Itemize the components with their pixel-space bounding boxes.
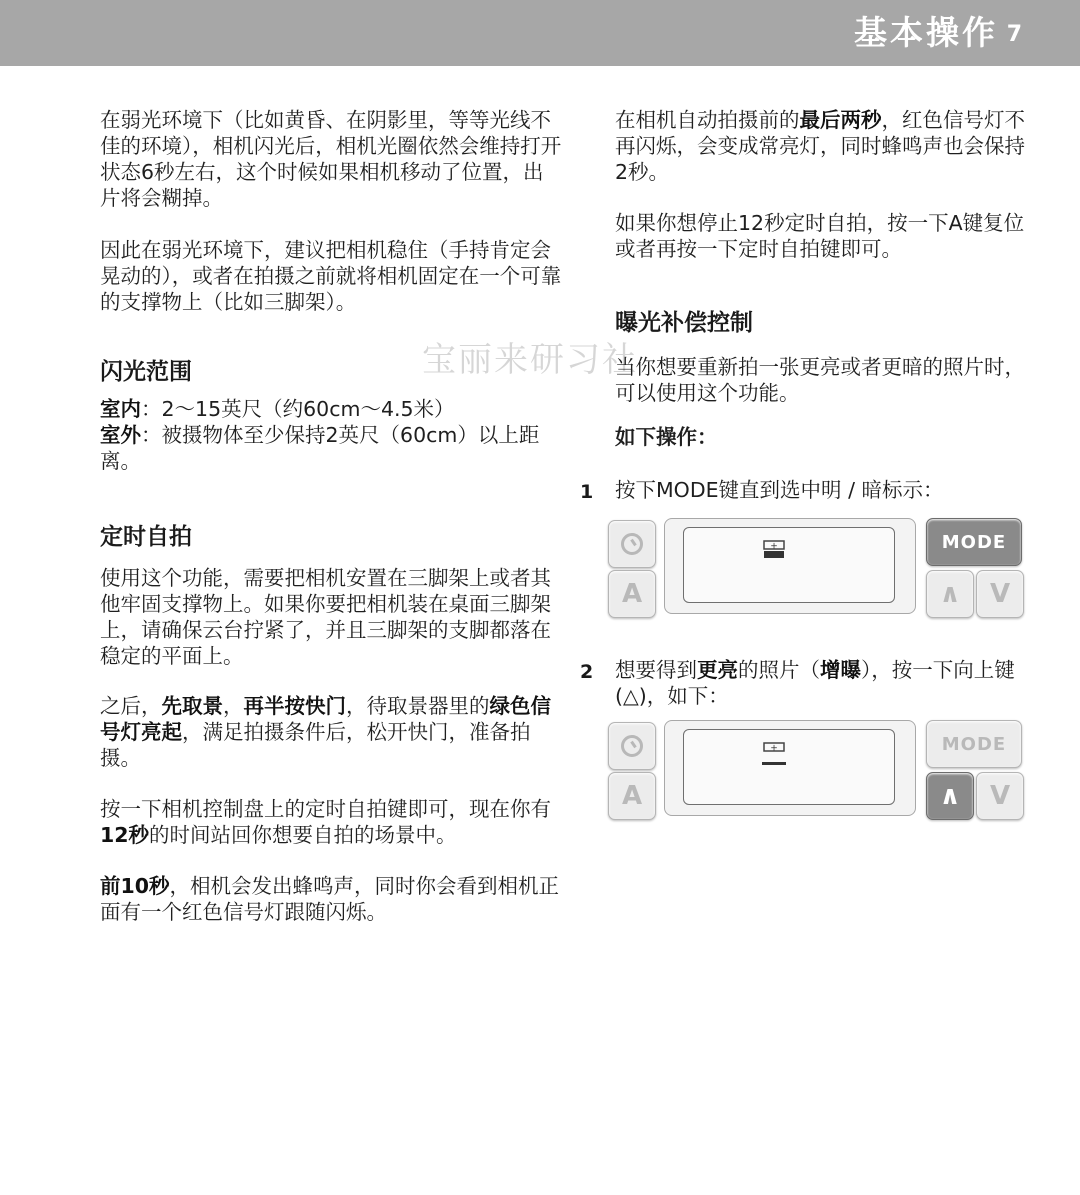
- heading-exposure-compensation: 曝光补偿控制: [615, 310, 753, 336]
- framing-text-2: ，: [223, 694, 244, 718]
- framing-bold-3: 绿色信号灯亮起: [100, 694, 551, 744]
- page-header: [0, 0, 1080, 66]
- step1-number: 1: [580, 481, 594, 503]
- last-seconds-text-2: ，红色信号灯不再闪烁，会变成常亮灯，同时蜂鸣声也会保持2秒。: [615, 108, 1025, 184]
- step2-text-1: 想要得到: [615, 658, 697, 682]
- flash-range-text: [100, 396, 562, 474]
- exposure-indicator: [684, 528, 894, 602]
- self-timer-icon: [621, 735, 643, 757]
- self-timer-button[interactable]: [608, 722, 656, 770]
- step1-text: 按下MODE键直到选中明 / 暗标示：: [615, 478, 944, 502]
- step2-text: [615, 657, 1035, 709]
- exposure-level-bar: [762, 762, 786, 765]
- camera-panel-up: [606, 720, 1024, 820]
- framing-bold-1: 先取景: [161, 694, 223, 718]
- page-number: 7: [1006, 22, 1022, 47]
- up-button[interactable]: ∧: [926, 772, 974, 820]
- paragraph-stabilize: 因此在弱光环境下，建议把相机稳住（手持肯定会晃动的），或者在拍摄之前就将相机固定在一个可靠的支撑物上（比如三脚架）。: [100, 238, 562, 314]
- paragraph-last-two-seconds: [615, 107, 1035, 185]
- framing-text-3: ，待取景器里的: [346, 694, 490, 718]
- step2-bold-2: 增曝: [820, 658, 861, 682]
- outdoor-text: ：被摄物体至少保持2英尺（60cm）以上距离。: [100, 423, 540, 473]
- step2-text-3: ），按一下向上键 (△)，如下：: [615, 658, 1015, 708]
- heading-flash-range: 闪光范围: [100, 359, 192, 385]
- paragraph-low-light: 在弱光环境下（比如黄昏、在阴影里，等等光线不佳的环境），相机闪光后，相机光圈依然会维持打开状态6秒左右，这个时候如果相机移动了位置，出片将会糊掉。: [100, 108, 562, 210]
- framing-text-4: ，满足拍摄条件后，松开快门，准备拍摄。: [100, 720, 531, 770]
- operations-label: 如下操作：: [615, 425, 718, 449]
- mode-button[interactable]: MODE: [926, 518, 1022, 566]
- self-timer-button[interactable]: [608, 520, 656, 568]
- exposure-plus-sign: +: [770, 541, 778, 552]
- a-button[interactable]: A: [608, 772, 656, 820]
- self-timer-icon: [621, 533, 643, 555]
- section-title: 基本操作: [854, 13, 998, 52]
- paragraph-framing: [100, 693, 562, 771]
- beep-bold: 前10秒: [100, 874, 170, 898]
- mode-button[interactable]: MODE: [926, 720, 1022, 768]
- a-button[interactable]: A: [608, 570, 656, 618]
- display-screen: [683, 527, 895, 603]
- step2-bold-1: 更亮: [697, 658, 738, 682]
- timer-press-text-2: 的时间站回你想要自拍的场景中。: [149, 823, 457, 847]
- exposure-indicator: [684, 730, 894, 804]
- exposure-plus-sign: +: [770, 743, 778, 754]
- framing-bold-2: 再半按快门: [243, 694, 346, 718]
- outdoor-label: 室外: [100, 423, 141, 447]
- beep-text: ，相机会发出蜂鸣声，同时你会看到相机正面有一个红色信号灯跟随闪烁。: [100, 874, 560, 924]
- last-seconds-text-1: 在相机自动拍摄前的: [615, 108, 800, 132]
- framing-text-1: 之后，: [100, 694, 162, 718]
- last-seconds-bold: 最后两秒: [799, 108, 882, 132]
- display-frame: [664, 518, 916, 614]
- up-button[interactable]: ∧: [926, 570, 974, 618]
- camera-panel-mode: [606, 518, 1024, 618]
- step2-number: 2: [580, 661, 594, 683]
- indoor-label: 室内: [100, 397, 141, 421]
- heading-self-timer: 定时自拍: [100, 524, 192, 550]
- paragraph-timer-press: [100, 796, 562, 848]
- paragraph-tripod: 使用这个功能，需要把相机安置在三脚架上或者其他牢固支撑物上。如果你要把相机装在桌面三脚架上，请确保云台拧紧了，并且三脚架的支脚都落在稳定的平面上。: [100, 566, 551, 668]
- paragraph-beep: [100, 873, 562, 925]
- timer-press-bold: 12秒: [100, 823, 150, 847]
- down-button[interactable]: V: [976, 772, 1024, 820]
- paragraph-exposure-intro: 当你想要重新拍一张更亮或者更暗的照片时，可以使用这个功能。: [615, 355, 1025, 405]
- display-frame: [664, 720, 916, 816]
- indoor-text: ：2～15英尺（约60cm～4.5米）: [141, 397, 455, 421]
- paragraph-cancel-timer: 如果你想停止12秒定时自拍，按一下A键复位或者再按一下定时自拍键即可。: [615, 211, 1025, 261]
- step2-text-2: 的照片（: [738, 658, 820, 682]
- watermark: 宝丽来研习社: [422, 340, 638, 380]
- display-screen: [683, 729, 895, 805]
- exposure-minus-box: [764, 551, 784, 558]
- timer-press-text-1: 按一下相机控制盘上的定时自拍键即可，现在你有: [100, 797, 551, 821]
- down-button[interactable]: V: [976, 570, 1024, 618]
